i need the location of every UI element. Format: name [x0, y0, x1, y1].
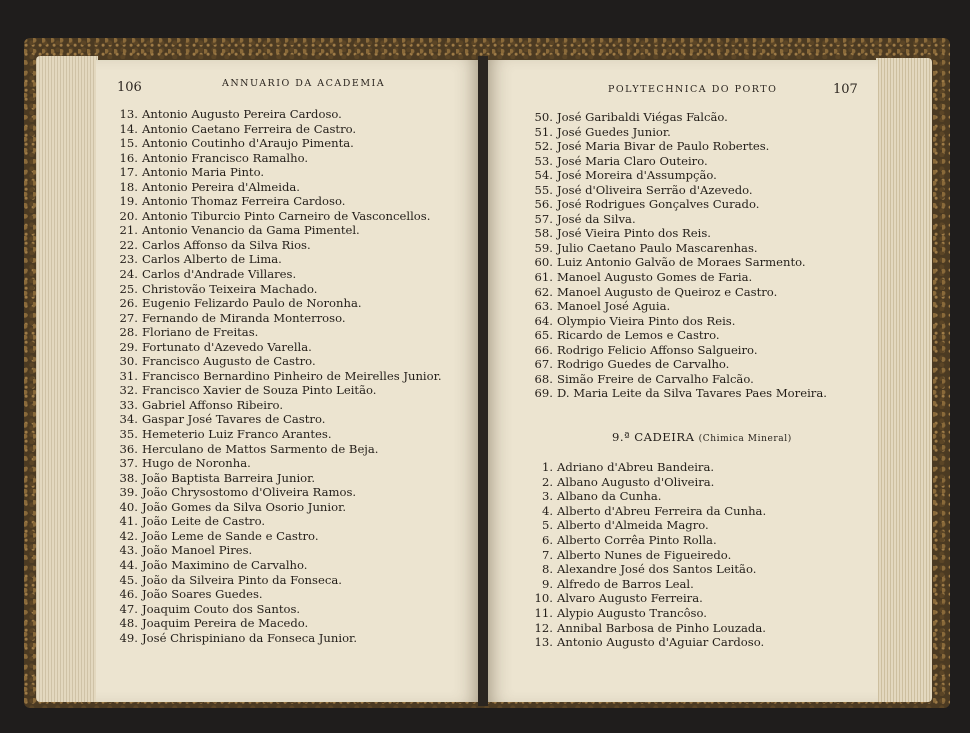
entry-name: Alexandre José dos Santos Leitão. — [557, 562, 757, 577]
entry-number: 25. — [119, 281, 138, 296]
entry-name: José Rodrigues Gonçalves Curado. — [557, 197, 760, 212]
list-item — [110, 558, 442, 573]
list-item — [110, 442, 442, 457]
list-item — [110, 398, 442, 413]
list-item — [110, 573, 442, 588]
list-item — [526, 285, 827, 300]
entry-name: José Maria Bivar de Paulo Robertes. — [557, 139, 770, 154]
list-item — [110, 471, 442, 486]
entry-number: 57. — [534, 211, 553, 226]
entry-number: 35. — [119, 427, 138, 442]
entry-number: 59. — [534, 240, 553, 255]
entry-number: 24. — [119, 267, 138, 282]
entry-number: 53. — [534, 153, 553, 168]
entry-number: 67. — [534, 357, 553, 372]
entry-number: 34. — [119, 412, 138, 427]
entry-name: José Garibaldi Viégas Falcão. — [557, 110, 728, 124]
entry-name: Joaquim Couto dos Santos. — [142, 601, 301, 616]
list-item — [110, 238, 442, 253]
entry-name: Rodrigo Guedes de Carvalho. — [557, 357, 730, 372]
entry-name: Alfredo de Barros Leal. — [557, 576, 694, 591]
entry-name: Rodrigo Felicio Affonso Salgueiro. — [557, 342, 758, 357]
entry-name: Antonio Francisco Ramalho. — [142, 150, 309, 165]
entry-number: 56. — [534, 197, 553, 212]
entry-number: 29. — [119, 339, 138, 354]
list-item — [526, 577, 766, 592]
entry-name: Manoel Augusto Gomes de Faria. — [557, 270, 753, 285]
list-item — [110, 325, 442, 340]
list-item — [526, 621, 766, 636]
entry-name: José Moreira d'Assumpção. — [557, 168, 717, 183]
entry-name: Gabriel Affonso Ribeiro. — [142, 397, 283, 412]
entry-number: 3. — [541, 489, 553, 504]
list-item — [110, 412, 442, 427]
list-item — [526, 125, 827, 140]
entry-name: José Maria Claro Outeiro. — [557, 153, 708, 168]
entry-name: Manoel José Aguia. — [557, 299, 671, 314]
list-item — [110, 514, 442, 529]
entry-number: 60. — [534, 255, 553, 270]
entry-name: Antonio Coutinho d'Araujo Pimenta. — [142, 136, 354, 151]
entry-name: Antonio Caetano Ferreira de Castro. — [142, 121, 357, 136]
entry-number: 13. — [534, 635, 553, 650]
entry-name: João Manoel Pires. — [142, 543, 253, 558]
entry-name: Albano Augusto d'Oliveira. — [557, 474, 715, 489]
list-item — [110, 383, 442, 398]
entry-number: 58. — [534, 226, 553, 241]
entry-name: Annibal Barbosa de Pinho Louzada. — [557, 620, 766, 635]
section-title: 9.ª CADEIRA — [612, 430, 695, 444]
list-item — [110, 296, 442, 311]
entry-number: 54. — [534, 168, 553, 183]
list-item — [526, 328, 827, 343]
entry-number: 64. — [534, 313, 553, 328]
entry-number: 19. — [119, 194, 138, 209]
entry-name: Francisco Xavier de Souza Pinto Leitão. — [142, 383, 377, 398]
list-item — [526, 533, 766, 548]
list-item — [110, 427, 442, 442]
entry-number: 26. — [119, 296, 138, 311]
list-item — [526, 635, 766, 650]
list-item — [110, 456, 442, 471]
entry-number: 22. — [119, 237, 138, 252]
entry-name: Antonio Pereira d'Almeida. — [142, 179, 300, 194]
entry-name: Alvaro Augusto Ferreira. — [557, 591, 703, 606]
entry-number: 62. — [534, 284, 553, 299]
list-item — [110, 165, 442, 180]
list-item — [110, 107, 442, 122]
entry-name: Antonio Thomaz Ferreira Cardoso. — [142, 194, 346, 209]
list-item — [110, 631, 442, 646]
entry-name: José Guedes Junior. — [557, 124, 671, 139]
list-item — [110, 180, 442, 195]
page-edges-left — [36, 56, 98, 702]
list-item — [526, 139, 827, 154]
entry-name: José Chrispiniano da Fonseca Junior. — [142, 630, 358, 645]
entry-number: 47. — [119, 601, 138, 616]
entry-name: João Chrysostomo d'Oliveira Ramos. — [142, 485, 357, 500]
entry-name: João Maximino de Carvalho. — [142, 557, 308, 572]
entry-name: João Soares Guedes. — [142, 587, 263, 602]
entry-name: João Gomes da Silva Osorio Junior. — [142, 499, 347, 514]
entry-name: Antonio Tiburcio Pinto Carneiro de Vasconcellos. — [142, 208, 431, 223]
list-item — [110, 282, 442, 297]
list-item — [526, 183, 827, 198]
list-item — [110, 616, 442, 631]
entry-number: 41. — [119, 514, 138, 529]
list-item — [526, 548, 766, 563]
list-item — [526, 255, 827, 270]
list-item — [110, 267, 442, 282]
entry-number: 16. — [119, 150, 138, 165]
list-item — [110, 529, 442, 544]
entry-name: Alypio Augusto Trancôso. — [557, 605, 707, 620]
list-item — [526, 372, 827, 387]
entry-number: 48. — [119, 616, 138, 631]
entry-name: Francisco Augusto de Castro. — [142, 354, 316, 369]
list-item — [526, 154, 827, 169]
entry-number: 32. — [119, 383, 138, 398]
entry-name: Carlos Affonso da Silva Rios. — [142, 237, 311, 252]
entry-number: 10. — [534, 591, 553, 606]
entry-name: Alberto d'Almeida Magro. — [557, 518, 709, 533]
list-item — [110, 354, 442, 369]
entry-name: João Baptista Barreira Junior. — [142, 470, 316, 485]
entry-name: Carlos d'Andrade Villares. — [142, 267, 297, 282]
list-item — [110, 194, 442, 209]
entry-number: 23. — [119, 252, 138, 267]
entry-name: Ricardo de Lemos e Castro. — [557, 328, 720, 343]
entry-name: Christovão Teixeira Machado. — [142, 281, 318, 296]
entry-name: Antonio Maria Pinto. — [142, 165, 265, 180]
list-item — [526, 386, 827, 401]
list-item — [526, 357, 827, 372]
entry-number: 2. — [541, 474, 553, 489]
left-page-number: 106 — [117, 80, 142, 95]
entry-name: Herculano de Mattos Sarmento de Beja. — [142, 441, 379, 456]
list-item — [110, 543, 442, 558]
entry-name: João da Silveira Pinto da Fonseca. — [142, 572, 342, 587]
list-item — [110, 369, 442, 384]
entry-number: 69. — [534, 386, 553, 401]
entry-number: 42. — [119, 528, 138, 543]
entry-number: 17. — [119, 165, 138, 180]
entry-name: Antonio Augusto Pereira Cardoso. — [142, 107, 342, 121]
list-item — [110, 500, 442, 515]
list-item — [110, 209, 442, 224]
entry-name: D. Maria Leite da Silva Tavares Paes Moreira. — [557, 386, 827, 401]
entry-number: 51. — [534, 124, 553, 139]
entry-name: Olympio Vieira Pinto dos Reis. — [557, 313, 736, 328]
entry-number: 49. — [119, 630, 138, 645]
entry-number: 6. — [541, 532, 553, 547]
list-item — [526, 606, 766, 621]
entry-number: 5. — [541, 518, 553, 533]
entry-number: 18. — [119, 179, 138, 194]
entry-name: Hugo de Noronha. — [142, 456, 251, 471]
list-item — [526, 518, 766, 533]
entry-number: 31. — [119, 368, 138, 383]
right-page-number: 107 — [833, 82, 858, 97]
entry-name: Floriano de Freitas. — [142, 325, 259, 340]
book-gutter — [478, 56, 488, 706]
list-item — [526, 475, 766, 490]
entry-name: Fortunato d'Azevedo Varella. — [142, 339, 312, 354]
right-name-list — [526, 110, 827, 401]
list-item — [110, 602, 442, 617]
list-item — [526, 241, 827, 256]
entry-number: 61. — [534, 270, 553, 285]
entry-name: Eugenio Felizardo Paulo de Noronha. — [142, 296, 362, 311]
entry-number: 66. — [534, 342, 553, 357]
entry-number: 20. — [119, 208, 138, 223]
list-item — [110, 311, 442, 326]
entry-number: 12. — [534, 620, 553, 635]
entry-name: Julio Caetano Paulo Mascarenhas. — [557, 240, 758, 255]
entry-number: 39. — [119, 485, 138, 500]
list-item — [526, 197, 827, 212]
entry-name: Alberto Corrêa Pinto Rolla. — [557, 532, 717, 547]
list-item — [110, 340, 442, 355]
entry-number: 21. — [119, 223, 138, 238]
list-item — [526, 343, 827, 358]
list-item — [526, 591, 766, 606]
list-item — [526, 110, 827, 125]
list-item — [526, 212, 827, 227]
section-subtitle: (Chimica Mineral) — [698, 434, 792, 444]
entry-name: Simão Freire de Carvalho Falcão. — [557, 371, 754, 386]
entry-name: Joaquim Pereira de Macedo. — [142, 616, 309, 631]
left-name-list — [110, 107, 442, 645]
list-item — [110, 223, 442, 238]
entry-number: 13. — [119, 107, 138, 121]
entry-name: Antonio Venancio da Gama Pimentel. — [142, 223, 360, 238]
list-item — [110, 136, 442, 151]
list-item — [526, 504, 766, 519]
entry-number: 40. — [119, 499, 138, 514]
entry-number: 55. — [534, 182, 553, 197]
list-item — [110, 587, 442, 602]
entry-number: 36. — [119, 441, 138, 456]
entry-number: 38. — [119, 470, 138, 485]
entry-number: 45. — [119, 572, 138, 587]
list-item — [526, 226, 827, 241]
entry-number: 8. — [541, 562, 553, 577]
right-running-head: POLYTECHNICA DO PORTO — [608, 84, 778, 95]
entry-number: 11. — [534, 605, 553, 620]
entry-name: João Leme de Sande e Castro. — [142, 528, 319, 543]
list-item — [110, 122, 442, 137]
entry-name: Albano da Cunha. — [557, 489, 662, 504]
entry-name: Adriano d'Abreu Bandeira. — [557, 460, 715, 474]
list-item — [526, 270, 827, 285]
entry-name: Francisco Bernardino Pinheiro de Meirelles Junior. — [142, 368, 442, 383]
entry-name: Manoel Augusto de Queiroz e Castro. — [557, 284, 778, 299]
list-item — [526, 314, 827, 329]
list-item — [526, 460, 766, 475]
entry-number: 43. — [119, 543, 138, 558]
entry-number: 30. — [119, 354, 138, 369]
list-item — [110, 485, 442, 500]
entry-number: 44. — [119, 557, 138, 572]
list-item — [110, 151, 442, 166]
entry-name: José d'Oliveira Serrão d'Azevedo. — [557, 182, 753, 197]
entry-name: Antonio Augusto d'Aguiar Cardoso. — [557, 635, 765, 650]
entry-name: José da Silva. — [557, 211, 636, 226]
entry-number: 33. — [119, 397, 138, 412]
entry-number: 50. — [534, 110, 553, 124]
entry-number: 65. — [534, 328, 553, 343]
entry-number: 7. — [541, 547, 553, 562]
entry-name: Luiz Antonio Galvão de Moraes Sarmento. — [557, 255, 806, 270]
list-item — [526, 562, 766, 577]
entry-number: 1. — [541, 460, 553, 474]
entry-number: 4. — [541, 503, 553, 518]
page-edges-right — [876, 58, 932, 702]
entry-number: 15. — [119, 136, 138, 151]
entry-name: João Leite de Castro. — [142, 514, 266, 529]
list-item — [526, 168, 827, 183]
entry-name: Alberto Nunes de Figueiredo. — [557, 547, 732, 562]
list-item — [110, 252, 442, 267]
entry-number: 52. — [534, 139, 553, 154]
left-running-head: ANNUARIO DA ACADEMIA — [222, 78, 386, 89]
entry-number: 68. — [534, 371, 553, 386]
section-heading — [612, 430, 792, 444]
entry-name: Alberto d'Abreu Ferreira da Cunha. — [557, 503, 767, 518]
section-name-list — [526, 460, 766, 650]
entry-name: Carlos Alberto de Lima. — [142, 252, 282, 267]
list-item — [526, 299, 827, 314]
entry-number: 9. — [541, 576, 553, 591]
entry-name: José Vieira Pinto dos Reis. — [557, 226, 711, 241]
entry-number: 37. — [119, 456, 138, 471]
entry-name: Gaspar José Tavares de Castro. — [142, 412, 326, 427]
entry-name: Hemeterio Luiz Franco Arantes. — [142, 427, 332, 442]
entry-number: 63. — [534, 299, 553, 314]
entry-number: 46. — [119, 587, 138, 602]
entry-name: Fernando de Miranda Monterroso. — [142, 310, 346, 325]
entry-number: 27. — [119, 310, 138, 325]
entry-number: 28. — [119, 325, 138, 340]
list-item — [526, 489, 766, 504]
entry-number: 14. — [119, 121, 138, 136]
